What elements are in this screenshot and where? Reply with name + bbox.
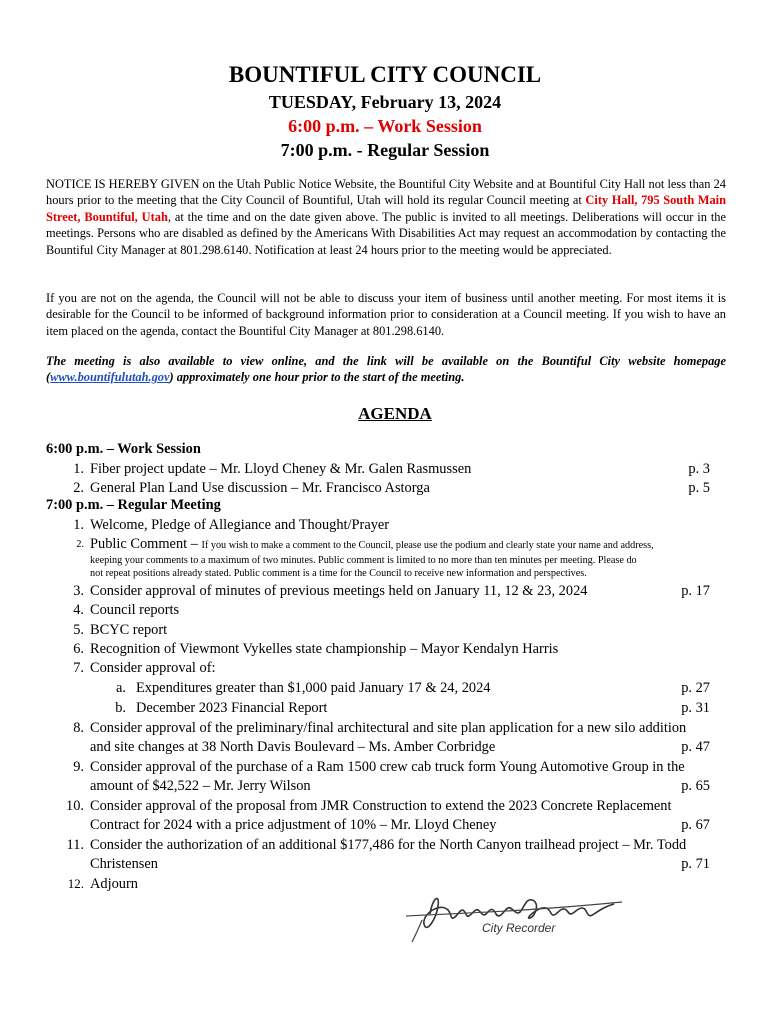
signature-image: [400, 884, 630, 944]
public-notice-paragraph: [46, 176, 726, 258]
notice-text-1: NOTICE IS HEREBY GIVEN on the Utah Public Notice Website, the Bountiful City Website and at Bountiful City Hall not less than 24 hours prior to the meeting that the City Council of Bountiful, Utah will hold its regular Council meeting at: [46, 177, 726, 208]
meeting-date: TUESDAY, February 13, 2024: [268, 92, 502, 112]
agenda-note-paragraph: If you are not on the agenda, the Council will not be able to discuss your item of business until another meeting. For most items it is desirable for the Council to be informed of background information prior to consideration at a Council meeting. If you wish to have an item placed on the agenda, contact the Bountiful City Manager at 801.298.6140.: [46, 291, 726, 338]
public-comment-text-3: not repeat positions already stated. Public comment is a time for the Council to receive new information and perspectives.: [90, 568, 587, 579]
page-ref: p. 47: [681, 739, 710, 755]
page-ref: p. 17: [681, 583, 710, 599]
council-title: BOUNTIFUL CITY COUNCIL: [228, 62, 542, 87]
agenda-heading: AGENDA: [358, 404, 432, 423]
notice-text-2: , at the time and on the date given above. The public is invited to all meetings. Deliberations will occur in the meetings. Persons who are disabled as defined by the Americans With Disabilities Act may request an accommodation by contacting the Bountiful City Manager at 801.298.6140. Notification at least 24 hours prior to the meeting would be appreciated.: [46, 209, 726, 257]
website-link[interactable]: www.bountifulutah.gov: [50, 370, 170, 385]
public-comment-text-2: keeping your comments to a maximum of two minutes. Public comment is limited to no more than ten minutes per meeting. Please do: [90, 555, 637, 566]
page-ref: p. 67: [681, 817, 710, 833]
online-viewing-paragraph: [46, 353, 726, 386]
page-ref: p. 3: [688, 461, 710, 477]
page-ref: p. 5: [688, 480, 710, 496]
page-ref: p. 27: [681, 680, 710, 696]
work-session-time: 6:00 p.m. – Work Session: [288, 116, 482, 136]
agenda-page: BOUNTIFUL CITY COUNCIL TUESDAY, February 13, 2024 6:00 p.m. – Work Session 7:00 p.m. - Regular Session NOTICE IS HEREBY GIVEN on the Utah Public Notice Website, the Bountiful City Website and at Bountiful City Hall not less than 24 hours prior to the meeting that the City Council of Bountiful, Utah will hold its regular Council meeting at City Hall, 795 South Main Street, Bountiful, Utah, at the time and on the date given above. The public is invited to all meetings. Deliberations will occur in the meetings. Persons who are disabled as defined by the Americans With Disabilities Act may request an accommodation by contacting the Bountiful City Manager at 801.298.6140. Notification at least 24 hours prior to the meeting would be appreciated. If you are not on the agenda, the Council will not be able to discuss your item of business until another meeting. For most items it is desirable for the Council to be informed of background information prior to consideration at a Council meeting. If you wish to have an item placed on the agenda, contact the Bountiful City Manager at 801.298.6140. The meeting is also available to view online, and the link will be available on the Bountiful City website homepage (www.bountifulutah.gov) approximately one hour prior to the start of the meeting. AGENDA 6:00 p.m. – Work Session 1. Fiber project update – Mr. Lloyd Cheney & Mr. Galen Rasmussen p. 3 2. General Plan Land Use discussion – Mr. Francisco Astorga p. 5 7:00 p.m. – Regular Meeting 1. Welcome, Pledge of Allegiance and Thought/Prayer 2. Public Comment – If you wish to make a comment to the Council, please use the podium and clearly state your name and address, keeping your comments to a maximum of two minutes. Public comment is limited to no more than ten minutes per meeting. Please do not repeat positions already stated. Public comment is a time for the Council to receive new information and perspectives. 3. Consider approval of minutes of previous meetings held on January 11, 12 & 23, 2024 p. 17 4. Council reports 5. BCYC report 6. Recognition of Viewmont Vykelles state championship – Mayor Kendalyn Harris 7. Consider approval of: a. Expenditures greater than $1,000 paid January 17 & 24, 2024 p. 27 b. December 2023 Financial Report p. 31 8. Consider approval of the preliminary/final architectural and site plan application for a new silo addition and site changes at 38 North Davis Boulevard – Ms. Amber Corbridge p. 47 9. Consider approval of the purchase of a Ram 1500 crew cab truck form Young Automotive Group in the amount of $42,522 – Mr. Jerry Wilson p. 65 10. Consider approval of the proposal from JMR Construction to extend the 2023 Concrete Replacement Contract for 2024 with a price adjustment of 10% – Mr. Lloyd Cheney p. 67 11. Consider the authorization of an additional $177,486 for the North Canyon trailhead project – Mr. Todd Christensen p. 71 12. Adjourn City Recorder: [0, 0, 770, 1024]
online-text-1: The meeting is also available to view online, and the link will be available on the Bountiful City website homepage (: [46, 354, 726, 385]
page-ref: p. 71: [681, 856, 710, 872]
regular-session-time: 7:00 p.m. - Regular Session: [280, 140, 490, 160]
work-session-heading: 6:00 p.m. – Work Session: [46, 441, 201, 457]
city-recorder-label: City Recorder: [482, 921, 556, 935]
meeting-location: City Hall, 795 South Main Street, Bountiful, Utah: [46, 193, 726, 224]
page-ref: p. 31: [681, 700, 710, 716]
page-ref: p. 65: [681, 778, 710, 794]
regular-meeting-heading: 7:00 p.m. – Regular Meeting: [46, 497, 221, 513]
signature-tail: [412, 920, 422, 942]
online-text-2: ) approximately one hour prior to the start of the meeting.: [169, 370, 465, 385]
